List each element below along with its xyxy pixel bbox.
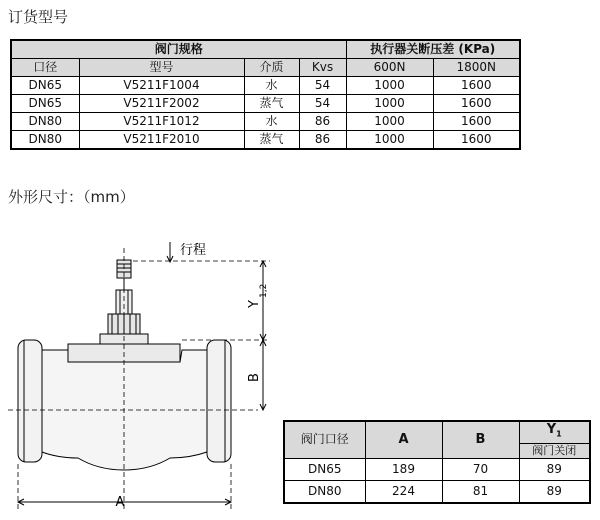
table-cell: DN80 <box>11 131 79 150</box>
table-cell: 89 <box>519 458 590 480</box>
table-cell: 86 <box>299 131 346 150</box>
a-dimension <box>18 499 231 505</box>
table-cell: V5211F2010 <box>79 131 244 150</box>
table-cell: 水 <box>244 113 299 131</box>
col-y-label: Y <box>546 422 557 437</box>
b-label: B <box>247 373 262 382</box>
table-row <box>11 77 520 95</box>
order-table <box>10 39 521 150</box>
table-cell: 1600 <box>433 131 520 150</box>
dimensions-heading: 外形尺寸：（mm） <box>8 188 135 206</box>
table-row <box>11 95 520 113</box>
table-cell: 86 <box>299 113 346 131</box>
table-cell: 54 <box>299 95 346 113</box>
stroke-arrow <box>167 242 173 262</box>
col-valve-size: 阀门口径 <box>284 421 365 458</box>
table-row <box>11 113 520 131</box>
col-kvs: Kvs <box>299 59 346 77</box>
table-cell: DN80 <box>284 480 365 503</box>
table-cell: DN80 <box>11 113 79 131</box>
y-label: Y <box>247 300 262 308</box>
table-cell: 1000 <box>346 77 433 95</box>
pressure-group-header: 执行器关断压差 (KPa) <box>346 40 520 59</box>
valve-left-flange <box>18 340 42 462</box>
table-row <box>11 131 520 150</box>
table-cell: 224 <box>365 480 442 503</box>
table-cell: 70 <box>442 458 519 480</box>
table-cell: 水 <box>244 77 299 95</box>
table-cell: 1000 <box>346 131 433 150</box>
table-cell: 1600 <box>433 95 520 113</box>
col-size: 口径 <box>11 59 79 77</box>
y-label-sub: 1,2 <box>259 283 269 298</box>
table-cell: 蒸气 <box>244 131 299 150</box>
col-1800n: 1800N <box>433 59 520 77</box>
table-cell: DN65 <box>284 458 365 480</box>
table-cell: 189 <box>365 458 442 480</box>
col-y <box>519 421 590 443</box>
table-cell: 1600 <box>433 77 520 95</box>
table-cell: 54 <box>299 77 346 95</box>
col-y-note: 阀门关闭 <box>519 443 590 458</box>
table-cell: 81 <box>442 480 519 503</box>
col-model: 型号 <box>79 59 244 77</box>
dimension-table <box>283 420 591 504</box>
col-600n: 600N <box>346 59 433 77</box>
table-cell: DN65 <box>11 77 79 95</box>
col-a: A <box>365 421 442 458</box>
col-b: B <box>442 421 519 458</box>
table-cell: V5211F1012 <box>79 113 244 131</box>
table-cell: DN65 <box>11 95 79 113</box>
table-row <box>284 480 590 503</box>
spec-group-header: 阀门规格 <box>11 40 346 59</box>
table-cell: 蒸气 <box>244 95 299 113</box>
stroke-label: 行程 <box>180 243 207 258</box>
a-label: A <box>115 495 125 510</box>
valve-right-flange <box>207 340 231 462</box>
table-cell: 1600 <box>433 113 520 131</box>
table-cell: 89 <box>519 480 590 503</box>
order-heading: 订货型号 <box>8 8 69 26</box>
table-row <box>284 458 590 480</box>
col-y-sub: 1 <box>556 429 562 439</box>
table-cell: 1000 <box>346 113 433 131</box>
table-cell: 1000 <box>346 95 433 113</box>
table-cell: V5211F1004 <box>79 77 244 95</box>
table-cell: V5211F2002 <box>79 95 244 113</box>
col-medium: 介质 <box>244 59 299 77</box>
